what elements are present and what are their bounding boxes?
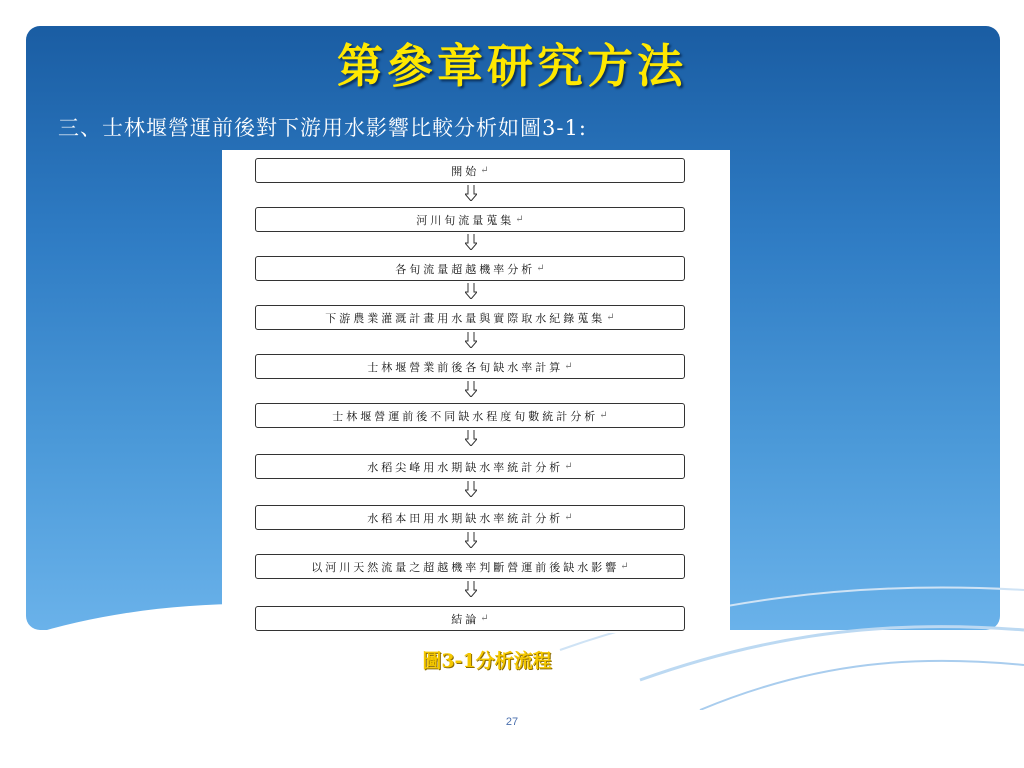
down-arrow-icon	[465, 185, 477, 201]
flow-step-peak-period: 水稻尖峰用水期缺水率統計分析 ↵	[255, 454, 685, 479]
down-arrow-icon	[465, 481, 477, 497]
flow-step-shortage-rate: 士林堰營業前後各旬缺水率計算 ↵	[255, 354, 685, 379]
down-arrow-icon	[465, 430, 477, 446]
down-arrow-icon	[465, 381, 477, 397]
figure-caption: 圖3-1分析流程	[422, 650, 552, 672]
flow-step-shortage-levels: 士林堰營運前後不同缺水程度旬數統計分析 ↵	[255, 403, 685, 428]
flow-step-irrigation-records: 下游農業灌溉計畫用水量與實際取水紀錄蒐集 ↵	[255, 305, 685, 330]
down-arrow-icon	[465, 283, 477, 299]
down-arrow-icon	[465, 234, 477, 250]
flow-step-collect-flow: 河川旬流量蒐集 ↵	[255, 207, 685, 232]
flow-step-start: 開始 ↵	[255, 158, 685, 183]
page-number: 27	[505, 716, 519, 728]
slide-subtitle: 三、士林堰營運前後對下游用水影響比較分析如圖3-1:	[58, 116, 587, 140]
down-arrow-icon	[465, 332, 477, 348]
flow-step-conclusion: 結論 ↵	[255, 606, 685, 631]
flow-step-exceedance: 各旬流量超越機率分析 ↵	[255, 256, 685, 281]
down-arrow-icon	[465, 581, 477, 597]
flowchart-figure	[222, 150, 730, 633]
slide-title: 第參章研究方法	[337, 39, 687, 93]
flow-step-paddy-period: 水稻本田用水期缺水率統計分析 ↵	[255, 505, 685, 530]
down-arrow-icon	[465, 532, 477, 548]
flow-step-impact-judgement: 以河川天然流量之超越機率判斷營運前後缺水影響 ↵	[255, 554, 685, 579]
